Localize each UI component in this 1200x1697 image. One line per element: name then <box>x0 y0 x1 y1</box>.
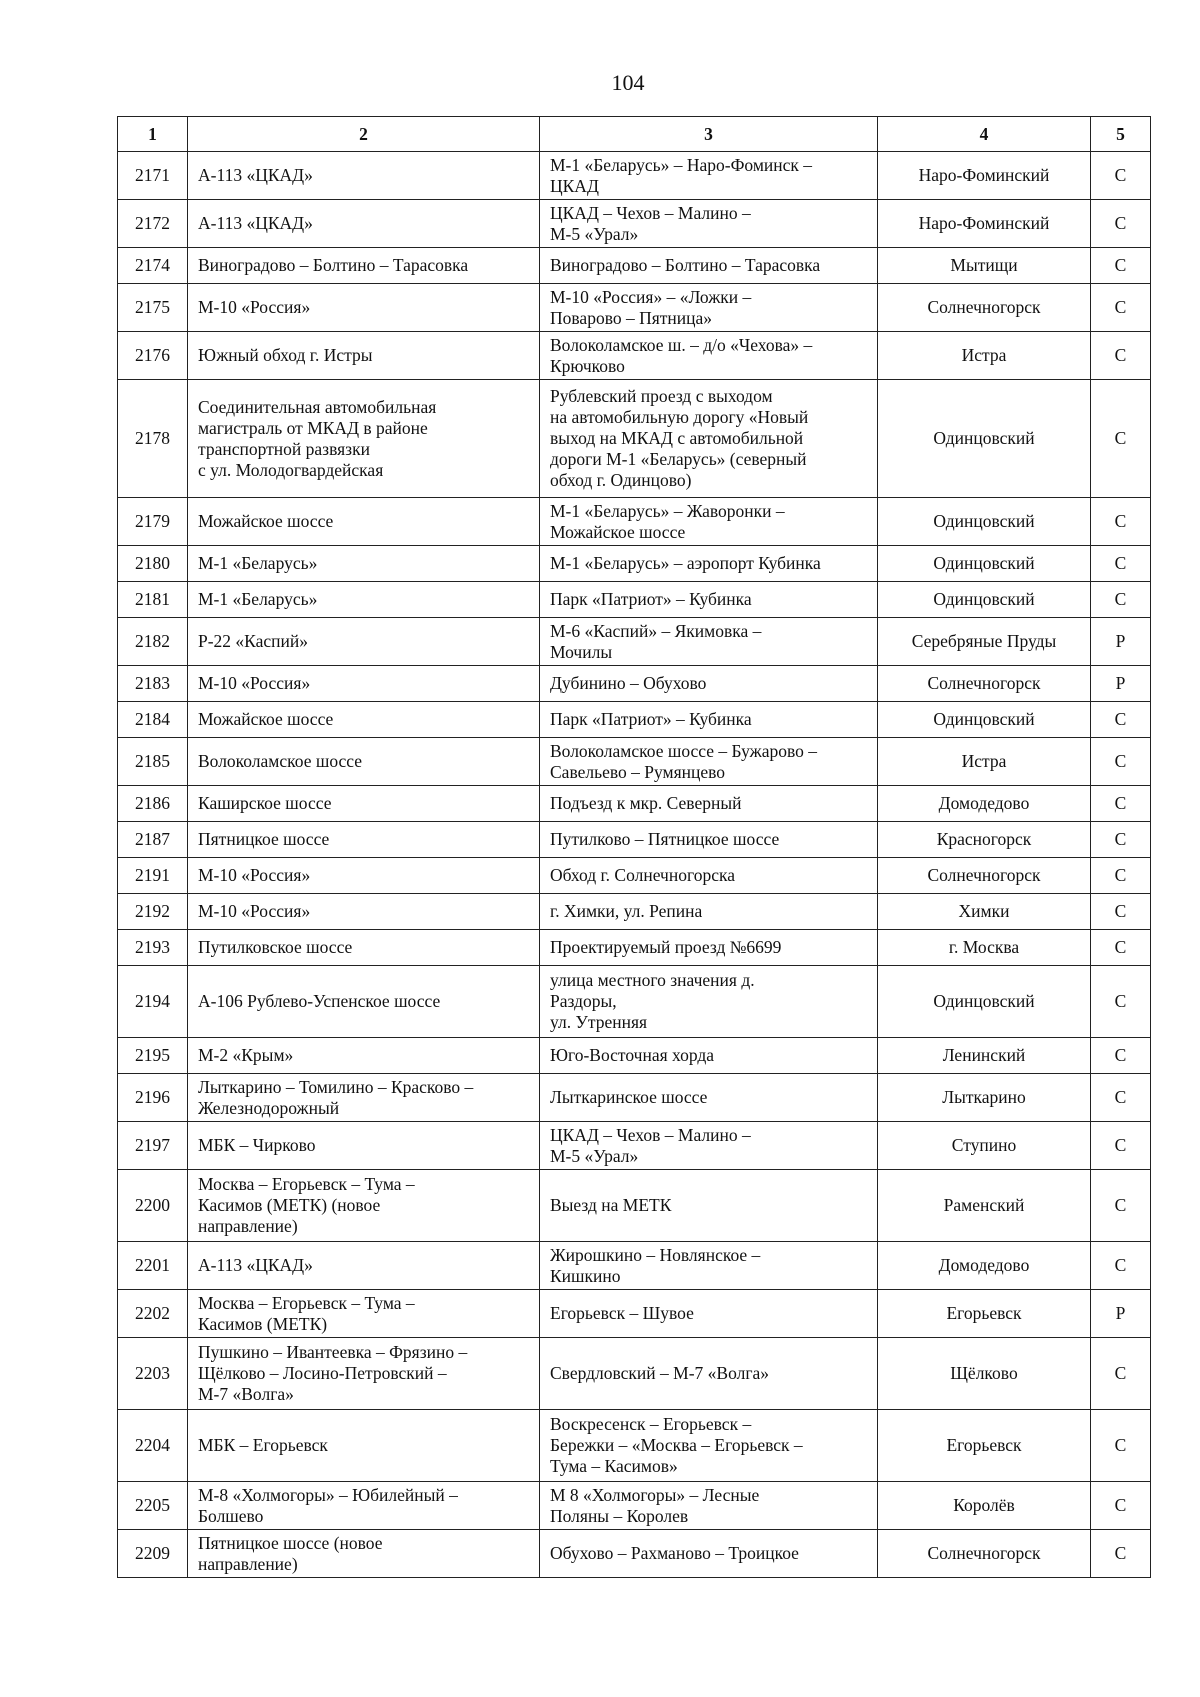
road-category: С <box>1091 1122 1151 1170</box>
road-name: М-10 «Россия» <box>188 858 540 894</box>
road-name: А-113 «ЦКАД» <box>188 200 540 248</box>
row-number: 2202 <box>118 1290 188 1338</box>
road-section: Юго-Восточная хорда <box>540 1038 878 1074</box>
table-row <box>118 786 1151 822</box>
district-name: Одинцовский <box>878 546 1091 582</box>
road-name: Южный обход г. Истры <box>188 332 540 380</box>
district-name: Щёлково <box>878 1338 1091 1410</box>
row-number: 2197 <box>118 1122 188 1170</box>
table-row <box>118 1242 1151 1290</box>
table-row <box>118 248 1151 284</box>
road-name: МБК – Чирково <box>188 1122 540 1170</box>
road-section: Рублевский проезд с выходом на автомобильную дорогу «Новый выход на МКАД с автомобильной дороги М-1 «Беларусь» (северный обход г. Одинцово) <box>540 380 878 498</box>
district-name: Красногорск <box>878 822 1091 858</box>
roads-table <box>117 116 1151 1578</box>
row-number: 2195 <box>118 1038 188 1074</box>
table-row <box>118 966 1151 1038</box>
road-section: М-1 «Беларусь» – аэропорт Кубинка <box>540 546 878 582</box>
row-number: 2201 <box>118 1242 188 1290</box>
row-number: 2204 <box>118 1410 188 1482</box>
column-header-section: 3 <box>540 117 878 152</box>
district-name: Солнечногорск <box>878 1530 1091 1578</box>
road-name: М-10 «Россия» <box>188 666 540 702</box>
road-category: С <box>1091 284 1151 332</box>
district-name: Истра <box>878 332 1091 380</box>
row-number: 2196 <box>118 1074 188 1122</box>
row-number: 2200 <box>118 1170 188 1242</box>
road-name: Р-22 «Каспий» <box>188 618 540 666</box>
road-name: М-10 «Россия» <box>188 284 540 332</box>
table-row <box>118 930 1151 966</box>
table-row <box>118 200 1151 248</box>
road-name: М-2 «Крым» <box>188 1038 540 1074</box>
row-number: 2192 <box>118 894 188 930</box>
road-name: Соединительная автомобильная магистраль от МКАД в районе транспортной развязки с ул. Молодогвардейская <box>188 380 540 498</box>
table-row <box>118 858 1151 894</box>
road-section: Свердловский – М-7 «Волга» <box>540 1338 878 1410</box>
road-name: А-113 «ЦКАД» <box>188 1242 540 1290</box>
table-row <box>118 822 1151 858</box>
row-number: 2187 <box>118 822 188 858</box>
table-row <box>118 894 1151 930</box>
district-name: Одинцовский <box>878 702 1091 738</box>
road-category: С <box>1091 930 1151 966</box>
table-row <box>118 546 1151 582</box>
road-name: Пятницкое шоссе <box>188 822 540 858</box>
table-row <box>118 1530 1151 1578</box>
district-name: Солнечногорск <box>878 666 1091 702</box>
road-name: Пушкино – Ивантеевка – Фрязино – Щёлково – Лосино-Петровский – М-7 «Волга» <box>188 1338 540 1410</box>
district-name: Ступино <box>878 1122 1091 1170</box>
column-header-category: 5 <box>1091 117 1151 152</box>
row-number: 2193 <box>118 930 188 966</box>
road-category: С <box>1091 738 1151 786</box>
road-category: С <box>1091 858 1151 894</box>
road-category: С <box>1091 786 1151 822</box>
column-header-road: 2 <box>188 117 540 152</box>
district-name: Мытищи <box>878 248 1091 284</box>
row-number: 2182 <box>118 618 188 666</box>
district-name: Наро-Фоминский <box>878 200 1091 248</box>
road-name: Москва – Егорьевск – Тума – Касимов (МЕТК) <box>188 1290 540 1338</box>
table-row <box>118 1410 1151 1482</box>
road-name: Путилковское шоссе <box>188 930 540 966</box>
road-name: Лыткарино – Томилино – Красково – Железнодорожный <box>188 1074 540 1122</box>
road-category: С <box>1091 1410 1151 1482</box>
road-section: Жирошкино – Новлянское – Кишкино <box>540 1242 878 1290</box>
road-section: Выезд на МЕТК <box>540 1170 878 1242</box>
table-row <box>118 666 1151 702</box>
table-row <box>118 498 1151 546</box>
district-name: Наро-Фоминский <box>878 152 1091 200</box>
road-name: МБК – Егорьевск <box>188 1410 540 1482</box>
road-section: Подъезд к мкр. Северный <box>540 786 878 822</box>
row-number: 2175 <box>118 284 188 332</box>
road-category: С <box>1091 1074 1151 1122</box>
row-number: 2183 <box>118 666 188 702</box>
row-number: 2194 <box>118 966 188 1038</box>
road-section: Виноградово – Болтино – Тарасовка <box>540 248 878 284</box>
district-name: Истра <box>878 738 1091 786</box>
road-section: М 8 «Холмогоры» – Лесные Поляны – Королев <box>540 1482 878 1530</box>
road-section: Парк «Патриот» – Кубинка <box>540 702 878 738</box>
road-section: М-10 «Россия» – «Ложки – Поварово – Пятница» <box>540 284 878 332</box>
district-name: Одинцовский <box>878 582 1091 618</box>
district-name: Ленинский <box>878 1038 1091 1074</box>
road-category: С <box>1091 380 1151 498</box>
road-name: Можайское шоссе <box>188 498 540 546</box>
table-row <box>118 1290 1151 1338</box>
road-section: улица местного значения д. Раздоры, ул. Утренняя <box>540 966 878 1038</box>
table-row <box>118 332 1151 380</box>
road-section: Обухово – Рахманово – Троицкое <box>540 1530 878 1578</box>
district-name: Раменский <box>878 1170 1091 1242</box>
road-category: С <box>1091 702 1151 738</box>
road-section: М-1 «Беларусь» – Жаворонки – Можайское шоссе <box>540 498 878 546</box>
road-category: С <box>1091 152 1151 200</box>
row-number: 2203 <box>118 1338 188 1410</box>
road-name: М-1 «Беларусь» <box>188 582 540 618</box>
table-row <box>118 152 1151 200</box>
road-name: А-106 Рублево-Успенское шоссе <box>188 966 540 1038</box>
road-name: Каширское шоссе <box>188 786 540 822</box>
row-number: 2209 <box>118 1530 188 1578</box>
road-section: Дубинино – Обухово <box>540 666 878 702</box>
road-section: ЦКАД – Чехов – Малино – М-5 «Урал» <box>540 1122 878 1170</box>
road-name: Москва – Егорьевск – Тума – Касимов (МЕТК) (новое направление) <box>188 1170 540 1242</box>
road-category: С <box>1091 1038 1151 1074</box>
road-category: Р <box>1091 666 1151 702</box>
district-name: Королёв <box>878 1482 1091 1530</box>
road-name: М-10 «Россия» <box>188 894 540 930</box>
district-name: Одинцовский <box>878 966 1091 1038</box>
road-section: Воскресенск – Егорьевск – Бережки – «Москва – Егорьевск – Тума – Касимов» <box>540 1410 878 1482</box>
district-name: Домодедово <box>878 1242 1091 1290</box>
road-section: Путилково – Пятницкое шоссе <box>540 822 878 858</box>
road-section: ЦКАД – Чехов – Малино – М-5 «Урал» <box>540 200 878 248</box>
road-name: М-1 «Беларусь» <box>188 546 540 582</box>
district-name: Егорьевск <box>878 1410 1091 1482</box>
table-row <box>118 284 1151 332</box>
district-name: Егорьевск <box>878 1290 1091 1338</box>
table-row <box>118 1338 1151 1410</box>
road-category: С <box>1091 1170 1151 1242</box>
row-number: 2178 <box>118 380 188 498</box>
road-category: С <box>1091 546 1151 582</box>
column-header-number: 1 <box>118 117 188 152</box>
road-category: С <box>1091 894 1151 930</box>
road-section: Волоколамское шоссе – Бужарово – Савельево – Румянцево <box>540 738 878 786</box>
road-name: Волоколамское шоссе <box>188 738 540 786</box>
district-name: Домодедово <box>878 786 1091 822</box>
road-name: М-8 «Холмогоры» – Юбилейный – Болшево <box>188 1482 540 1530</box>
road-section: Волоколамское ш. – д/о «Чехова» – Крючково <box>540 332 878 380</box>
row-number: 2174 <box>118 248 188 284</box>
road-category: Р <box>1091 618 1151 666</box>
row-number: 2184 <box>118 702 188 738</box>
road-section: г. Химки, ул. Репина <box>540 894 878 930</box>
road-section: Проектируемый проезд №6699 <box>540 930 878 966</box>
road-section: Парк «Патриот» – Кубинка <box>540 582 878 618</box>
table-row <box>118 380 1151 498</box>
district-name: Одинцовский <box>878 380 1091 498</box>
road-name: Виноградово – Болтино – Тарасовка <box>188 248 540 284</box>
road-category: С <box>1091 966 1151 1038</box>
table-body <box>118 152 1151 1578</box>
table-row <box>118 1038 1151 1074</box>
road-section: Егорьевск – Шувое <box>540 1290 878 1338</box>
road-section: М-1 «Беларусь» – Наро-Фоминск – ЦКАД <box>540 152 878 200</box>
road-section: Лыткаринское шоссе <box>540 1074 878 1122</box>
table-row <box>118 1482 1151 1530</box>
road-category: С <box>1091 582 1151 618</box>
table-row <box>118 618 1151 666</box>
table-row <box>118 702 1151 738</box>
district-name: Химки <box>878 894 1091 930</box>
district-name: Лыткарино <box>878 1074 1091 1122</box>
table-row <box>118 1074 1151 1122</box>
district-name: Одинцовский <box>878 498 1091 546</box>
road-category: С <box>1091 822 1151 858</box>
district-name: г. Москва <box>878 930 1091 966</box>
table-header-row <box>118 117 1151 152</box>
table-row <box>118 1122 1151 1170</box>
row-number: 2176 <box>118 332 188 380</box>
road-category: С <box>1091 1530 1151 1578</box>
district-name: Солнечногорск <box>878 858 1091 894</box>
road-category: Р <box>1091 1290 1151 1338</box>
road-section: М-6 «Каспий» – Якимовка – Мочилы <box>540 618 878 666</box>
road-category: С <box>1091 1482 1151 1530</box>
row-number: 2180 <box>118 546 188 582</box>
column-header-district: 4 <box>878 117 1091 152</box>
road-category: С <box>1091 200 1151 248</box>
row-number: 2181 <box>118 582 188 618</box>
road-category: С <box>1091 248 1151 284</box>
row-number: 2185 <box>118 738 188 786</box>
table-row <box>118 1170 1151 1242</box>
row-number: 2179 <box>118 498 188 546</box>
row-number: 2186 <box>118 786 188 822</box>
road-name: Можайское шоссе <box>188 702 540 738</box>
row-number: 2205 <box>118 1482 188 1530</box>
row-number: 2172 <box>118 200 188 248</box>
road-section: Обход г. Солнечногорска <box>540 858 878 894</box>
road-category: С <box>1091 332 1151 380</box>
road-name: А-113 «ЦКАД» <box>188 152 540 200</box>
table-row <box>118 582 1151 618</box>
road-category: С <box>1091 1242 1151 1290</box>
table-row <box>118 738 1151 786</box>
district-name: Солнечногорск <box>878 284 1091 332</box>
row-number: 2191 <box>118 858 188 894</box>
district-name: Серебряные Пруды <box>878 618 1091 666</box>
page-number: 104 <box>611 70 645 95</box>
road-category: С <box>1091 1338 1151 1410</box>
road-category: С <box>1091 498 1151 546</box>
road-name: Пятницкое шоссе (новое направление) <box>188 1530 540 1578</box>
row-number: 2171 <box>118 152 188 200</box>
